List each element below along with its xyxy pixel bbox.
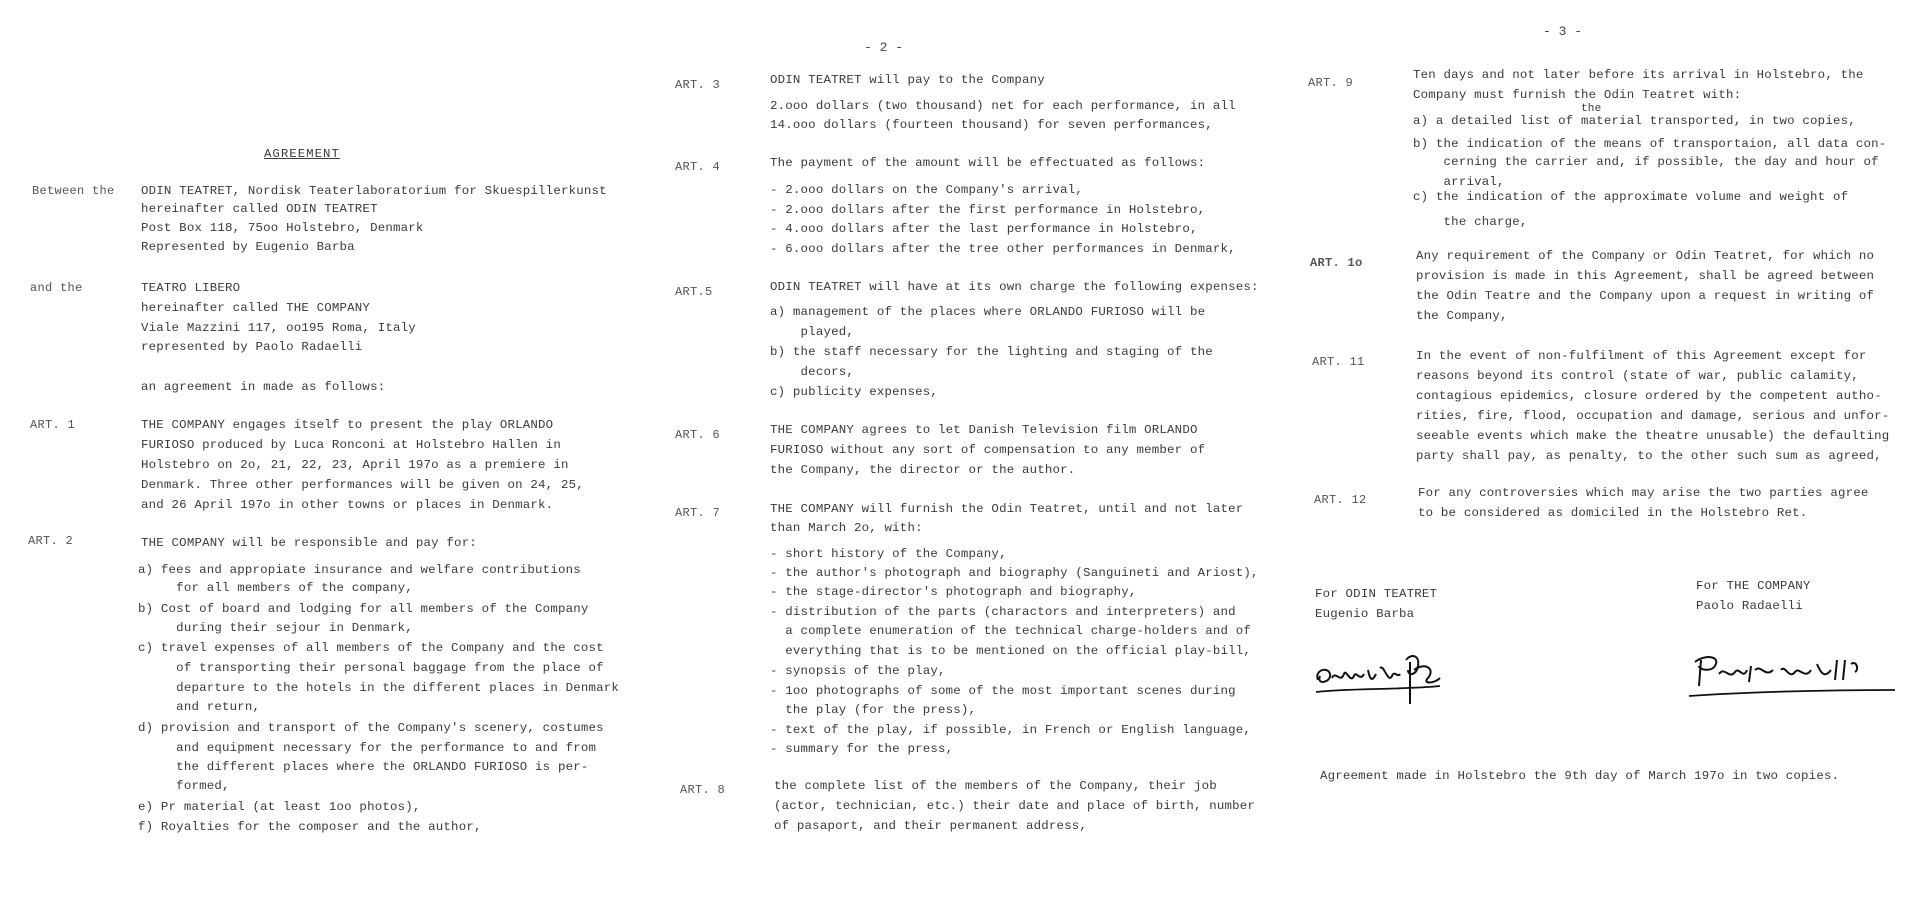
- art10-line: the Company,: [1416, 309, 1508, 323]
- art1-line: Holstebro on 2o, 21, 22, 23, April 197o as a premiere in: [141, 458, 569, 472]
- art7-line: - synopsis of the play,: [770, 664, 946, 678]
- art7-label: ART. 7: [675, 506, 721, 520]
- art9-label: ART. 9: [1308, 76, 1354, 90]
- art12-line: to be considered as domiciled in the Holstebro Ret.: [1418, 506, 1808, 520]
- art2-item: and return,: [138, 700, 261, 714]
- art9-item: cerning the carrier and, if possible, the day and hour of: [1413, 155, 1879, 169]
- art2-label: ART. 2: [28, 534, 74, 548]
- art9-item: the charge,: [1413, 215, 1528, 229]
- between-line: hereinafter called ODIN TEATRET: [141, 202, 378, 216]
- page-2: [660, 0, 1300, 905]
- art11-line: In the event of non-fulfilment of this Agreement except for: [1416, 349, 1867, 363]
- art7-line: - text of the play, if possible, in French or English language,: [770, 723, 1252, 737]
- sig-left-line: Eugenio Barba: [1315, 607, 1415, 621]
- closing-line: Agreement made in Holstebro the 9th day of March 197o in two copies.: [1320, 769, 1840, 783]
- art12-line: For any controversies which may arise the two parties agree: [1418, 486, 1869, 500]
- art2-item: of transporting their personal baggage from the place of: [138, 661, 604, 675]
- and-line: TEATRO LIBERO: [141, 281, 241, 295]
- art7-line: - the stage-director's photograph and biography,: [770, 585, 1137, 599]
- art2-item: b) Cost of board and lodging for all members of the Company: [138, 602, 589, 616]
- art2-item: for all members of the company,: [138, 581, 413, 595]
- art8-label: ART. 8: [680, 783, 726, 797]
- and-line: Viale Mazzini 117, oo195 Roma, Italy: [141, 321, 416, 335]
- sig-right-line: Paolo Radaelli: [1696, 599, 1803, 613]
- art7-line: a complete enumeration of the technical charge-holders and of: [770, 624, 1252, 638]
- art7-line: - short history of the Company,: [770, 547, 1007, 561]
- art3-label: ART. 3: [675, 78, 721, 92]
- art2-item: d) provision and transport of the Company's scenery, costumes: [138, 721, 604, 735]
- art8-line: of pasaport, and their permanent address,: [774, 819, 1088, 833]
- art10-line: the Odin Teatre and the Company upon a request in writing of: [1416, 289, 1875, 303]
- art7-line: - summary for the press,: [770, 742, 954, 756]
- art6-line: the Company, the director or the author.: [770, 463, 1076, 477]
- art11-line: seeable events which make the theatre unusable) the defaulting: [1416, 429, 1890, 443]
- art5-line: decors,: [770, 365, 854, 379]
- art9-item: arrival,: [1413, 175, 1505, 189]
- art11-label: ART. 11: [1312, 355, 1365, 369]
- art9-line: Company must furnish the Odin Teatret with:: [1413, 88, 1742, 102]
- art2-item: f) Royalties for the composer and the author,: [138, 820, 482, 834]
- sig-left-line: For ODIN TEATRET: [1315, 587, 1438, 601]
- art5-line: c) publicity expenses,: [770, 385, 938, 399]
- art2-item: e) Pr material (at least 1oo photos),: [138, 800, 421, 814]
- intro-line: an agreement in made as follows:: [141, 380, 386, 394]
- art9-item: b) the indication of the means of transportaion, all data con-: [1413, 137, 1887, 151]
- art6-line: FURIOSO without any sort of compensation to any member of: [770, 443, 1206, 457]
- between-line: Represented by Eugenio Barba: [141, 240, 355, 254]
- art4-line: The payment of the amount will be effectuated as follows:: [770, 156, 1206, 170]
- art10-line: Any requirement of the Company or Odin Teatret, for which no: [1416, 249, 1875, 263]
- art9-insert: the: [1581, 103, 1602, 115]
- art7-line: than March 2o, with:: [770, 521, 923, 535]
- art4-line: - 4.ooo dollars after the last performance in Holstebro,: [770, 222, 1198, 236]
- art3-line: 2.ooo dollars (two thousand) net for each performance, in all: [770, 99, 1236, 113]
- page-number: - 3 -: [1543, 24, 1583, 39]
- art1-line: FURIOSO produced by Luca Ronconi at Holstebro Hallen in: [141, 438, 561, 452]
- art7-line: - the author's photograph and biography (Sanguineti and Ariost),: [770, 566, 1259, 580]
- art2-item: during their sejour in Denmark,: [138, 621, 413, 635]
- art5-line: ODIN TEATRET will have at its own charge the following expenses:: [770, 280, 1259, 294]
- art2-item: c) travel expenses of all members of the Company and the cost: [138, 641, 604, 655]
- art2-item: and equipment necessary for the performance to and from: [138, 741, 597, 755]
- and-label: and the: [30, 281, 83, 295]
- art8-line: (actor, technician, etc.) their date and place of birth, number: [774, 799, 1256, 813]
- art8-line: the complete list of the members of the Company, their job: [774, 779, 1217, 793]
- art4-label: ART. 4: [675, 160, 721, 174]
- art5-line: a) management of the places where ORLANDO FURIOSO will be: [770, 305, 1206, 319]
- between-line: ODIN TEATRET, Nordisk Teaterlaboratorium for Skuespillerkunst: [141, 184, 607, 198]
- art9-line: Ten days and not later before its arrival in Holstebro, the: [1413, 68, 1864, 82]
- art2-item: a) fees and appropiate insurance and welfare contributions: [138, 563, 581, 577]
- art5-line: played,: [770, 325, 854, 339]
- page-1: [0, 0, 650, 905]
- art12-label: ART. 12: [1314, 493, 1367, 507]
- page-3: [1300, 0, 1920, 905]
- art5-label: ART.5: [675, 285, 713, 299]
- and-line: hereinafter called THE COMPANY: [141, 301, 371, 315]
- signature-paolo-radaelli: [1685, 640, 1905, 710]
- art1-line: and 26 April 197o in other towns or places in Denmark.: [141, 498, 554, 512]
- art2-intro: THE COMPANY will be responsible and pay for:: [141, 536, 477, 550]
- art5-line: b) the staff necessary for the lighting and staging of the: [770, 345, 1213, 359]
- between-line: Post Box 118, 75oo Holstebro, Denmark: [141, 221, 424, 235]
- art1-line: THE COMPANY engages itself to present the play ORLANDO: [141, 418, 554, 432]
- and-line: represented by Paolo Radaelli: [141, 340, 363, 354]
- signature-eugenio-barba: [1310, 640, 1470, 710]
- page-number: - 2 -: [864, 40, 904, 55]
- art6-line: THE COMPANY agrees to let Danish Television film ORLANDO: [770, 423, 1198, 437]
- art10-line: provision is made in this Agreement, shall be agreed between: [1416, 269, 1875, 283]
- art4-line: - 2.ooo dollars after the first performance in Holstebro,: [770, 203, 1206, 217]
- art4-line: - 2.ooo dollars on the Company's arrival,: [770, 183, 1084, 197]
- art11-line: contagious epidemics, closure ordered by the competent autho-: [1416, 389, 1882, 403]
- sig-right-line: For THE COMPANY: [1696, 579, 1811, 593]
- agreement-title: AGREEMENT: [264, 147, 340, 161]
- art2-item: formed,: [138, 779, 230, 793]
- art7-line: the play (for the press),: [770, 703, 977, 717]
- art9-item: c) the indication of the approximate volume and weight of: [1413, 190, 1849, 204]
- art1-line: Denmark. Three other performances will be given on 24, 25,: [141, 478, 584, 492]
- art2-item: the different places where the ORLANDO FURIOSO is per-: [138, 760, 589, 774]
- art7-line: - 1oo photographs of some of the most important scenes during: [770, 684, 1236, 698]
- art7-line: - distribution of the parts (charactors and interpreters) and: [770, 605, 1236, 619]
- between-label: Between the: [32, 184, 115, 198]
- art11-line: reasons beyond its control (state of war, public calamity,: [1416, 369, 1859, 383]
- art3-line: 14.ooo dollars (fourteen thousand) for seven performances,: [770, 118, 1213, 132]
- art11-line: party shall pay, as penalty, to the other such sum as agreed,: [1416, 449, 1882, 463]
- art3-line: ODIN TEATRET will pay to the Company: [770, 73, 1045, 87]
- art10-label: ART. 1o: [1310, 256, 1363, 270]
- art6-label: ART. 6: [675, 428, 721, 442]
- art7-line: THE COMPANY will furnish the Odin Teatret, until and not later: [770, 502, 1244, 516]
- art9-item: a) a detailed list of material transported, in two copies,: [1413, 114, 1856, 128]
- art7-line: everything that is to be mentioned on the official play-bill,: [770, 644, 1252, 658]
- art1-label: ART. 1: [30, 418, 76, 432]
- art11-line: rities, fire, flood, occupation and damage, serious and unfor-: [1416, 409, 1890, 423]
- art4-line: - 6.ooo dollars after the tree other performances in Denmark,: [770, 242, 1236, 256]
- art2-item: departure to the hotels in the different places in Denmark: [138, 681, 620, 695]
